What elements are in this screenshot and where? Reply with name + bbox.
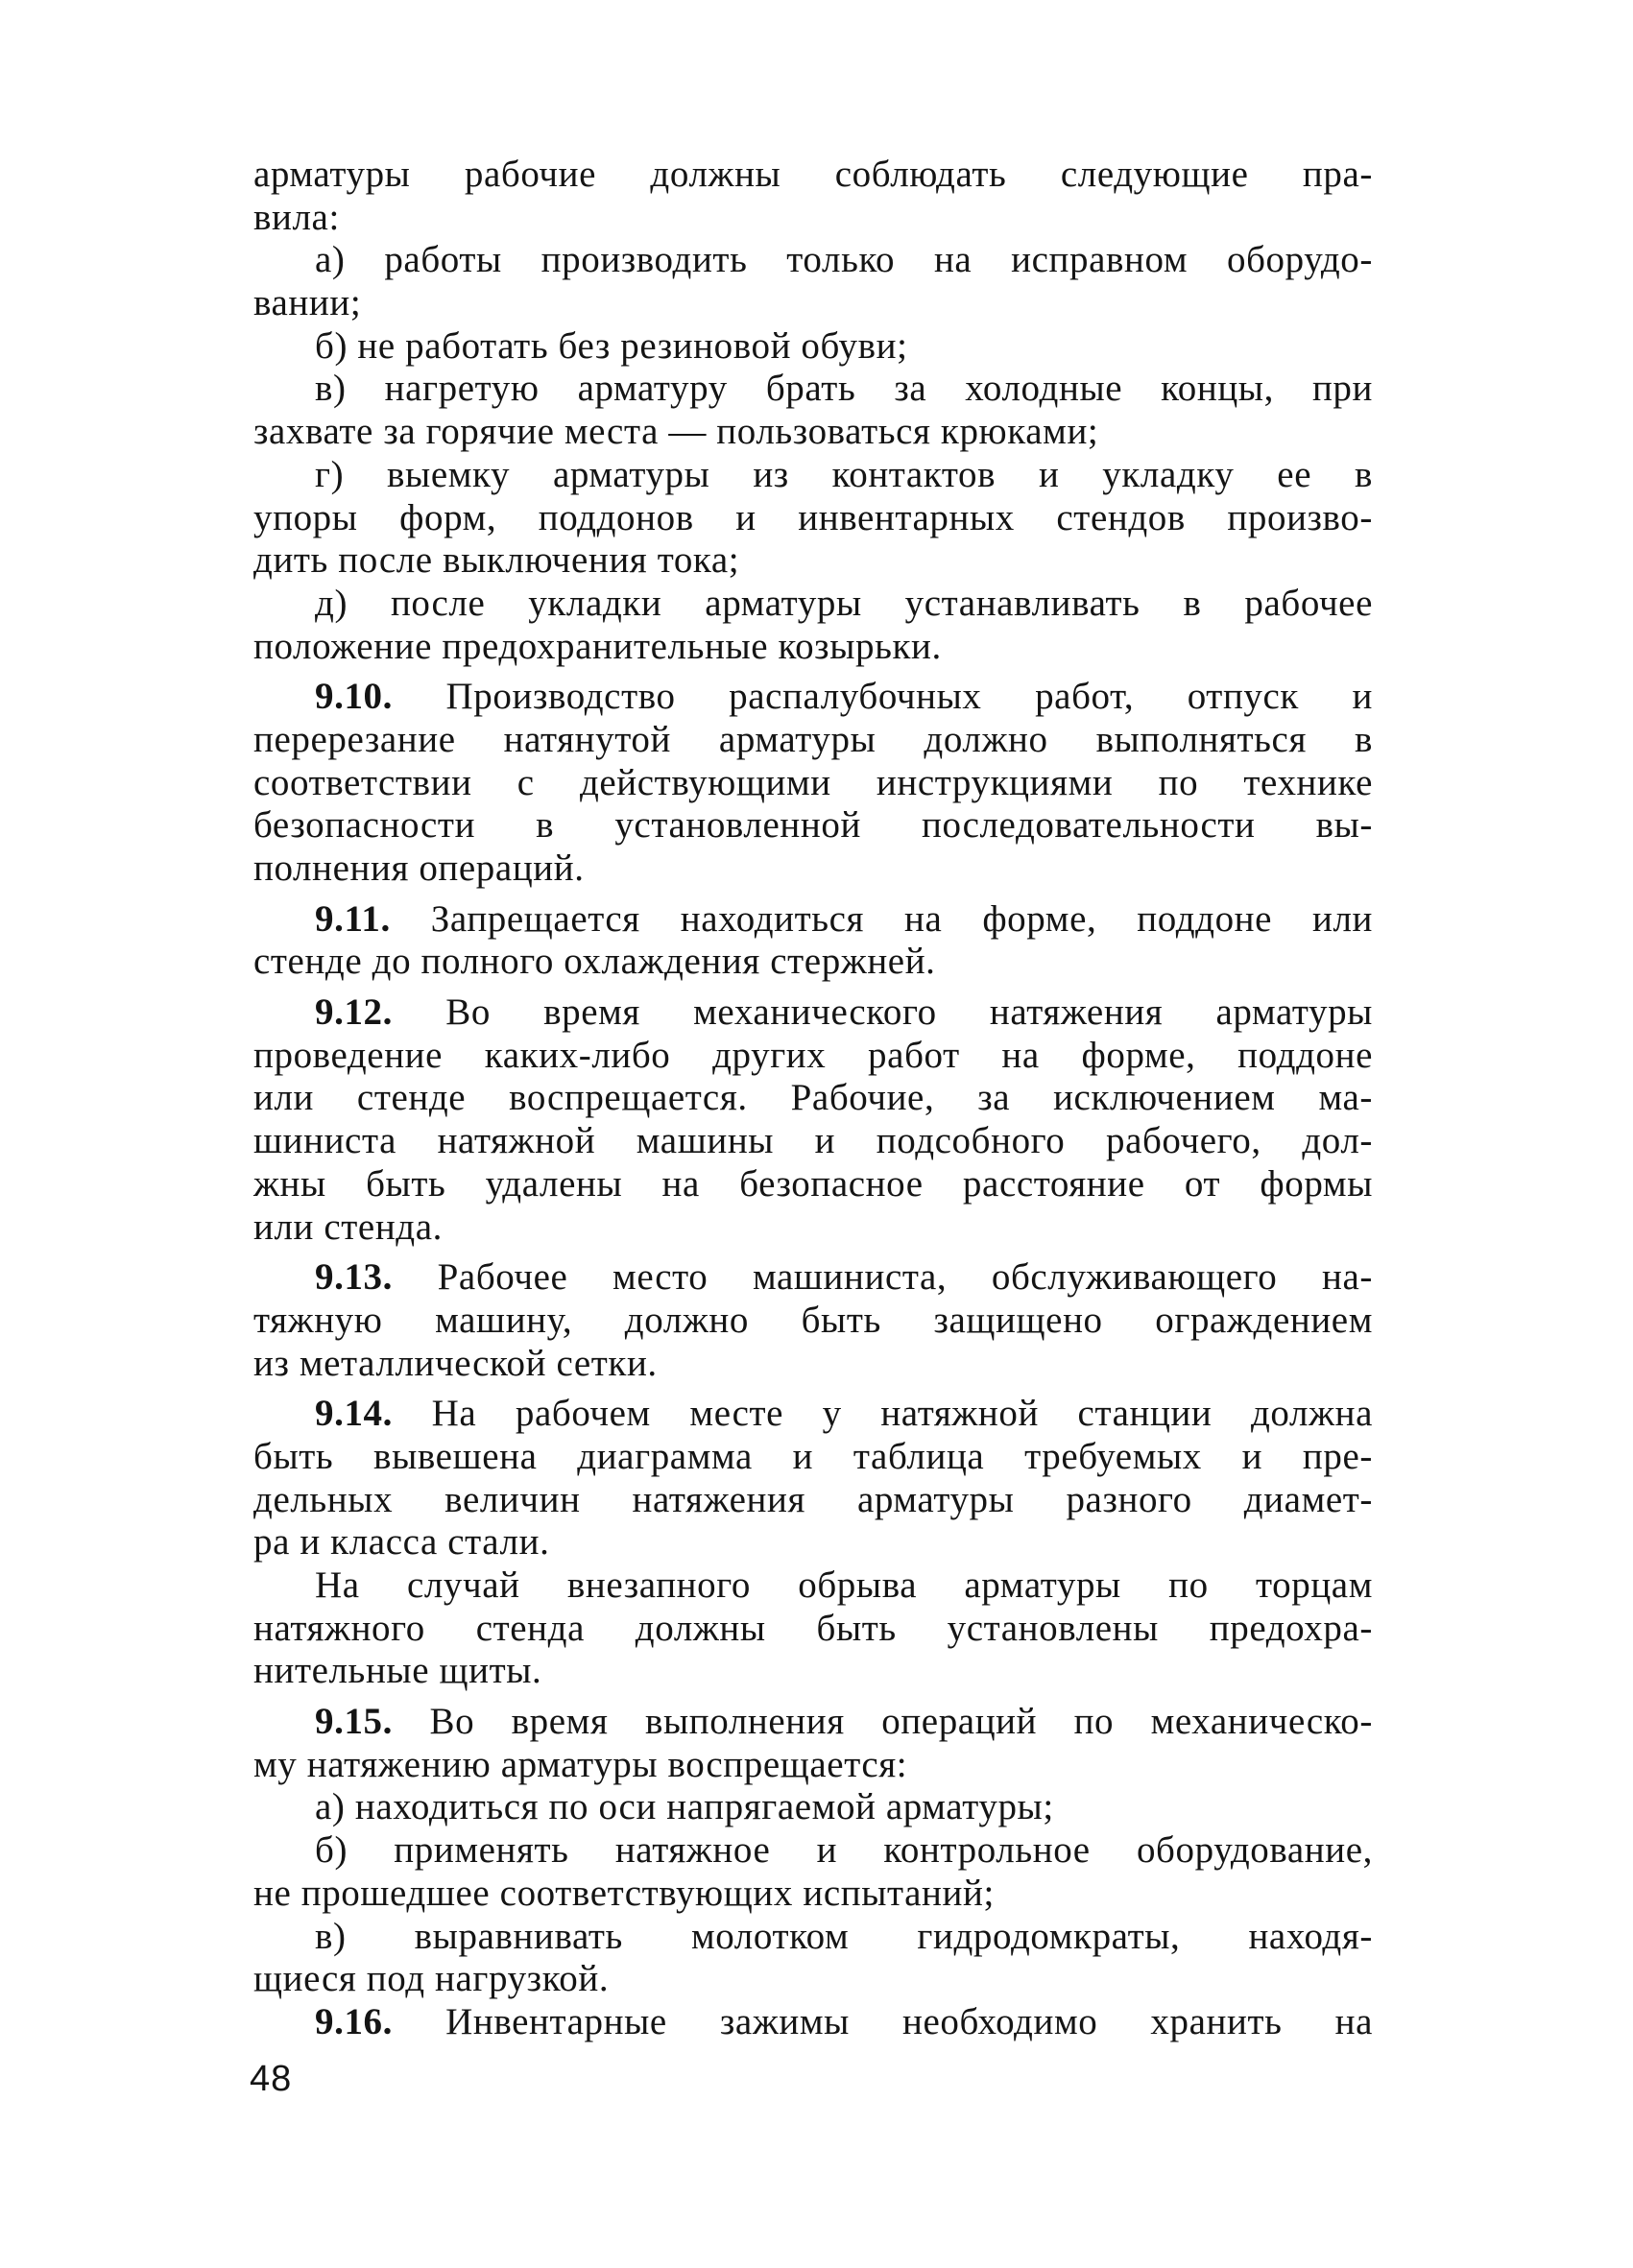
text-line: упоры форм, поддонов и инвентарных стендов произво- xyxy=(253,496,1373,538)
text-line: проведение каких-либо других работ на форме, поддоне xyxy=(253,1034,1373,1076)
page-number: 48 xyxy=(250,2059,293,2099)
text-line: полнения операций. xyxy=(253,848,585,889)
section-number-9-12: 9.12. xyxy=(315,991,393,1034)
paragraph-9-16-first-line xyxy=(253,2001,1373,2044)
text-line: щиеся под нагрузкой. xyxy=(253,1958,610,2000)
text-line: ра и класса стали. xyxy=(253,1521,550,1564)
paragraph-9-13-first-line xyxy=(253,1256,1373,1300)
text-line: му натяжению арматуры воспрещается: xyxy=(253,1743,908,1785)
text-line: не прошедшее соответствующих испытаний; xyxy=(253,1872,995,1914)
section-number-9-15: 9.15. xyxy=(315,1701,393,1743)
text-line: жны быть удалены на безопасное расстояние от формы xyxy=(253,1162,1373,1205)
paragraph-9-15-first-line xyxy=(253,1701,1373,1744)
list-item-d: д) после укладки арматуры устанавливать в рабочее xyxy=(315,582,1373,624)
list-item-a: а) работы производить только на исправном оборудо- xyxy=(315,239,1373,281)
text-line: натяжного стенда должны быть установлены предохра- xyxy=(253,1607,1373,1649)
text-span: Запрещается находиться на форме, поддоне или xyxy=(430,897,1373,940)
section-number-9-11: 9.11. xyxy=(315,897,391,940)
text-line: арматуры рабочие должны соблюдать следующие пра- xyxy=(253,154,1373,195)
paragraph-9-11-first-line xyxy=(253,898,1373,942)
text-span: Во время механического натяжения арматуры xyxy=(445,991,1373,1034)
paragraph-9-10-first-line xyxy=(253,676,1373,719)
paragraph-9-12-first-line xyxy=(253,991,1373,1035)
text-span: На рабочем месте у натяжной станции должна xyxy=(431,1393,1373,1435)
text-line: тяжную машину, должно быть защищено ограждением xyxy=(253,1299,1373,1341)
section-number-9-16: 9.16. xyxy=(315,2000,393,2042)
text-line: быть вывешена диаграмма и таблица требуемых и пре- xyxy=(253,1435,1373,1477)
text-span: Во время выполнения операций по механическо- xyxy=(429,1701,1373,1743)
text-line: положение предохранительные козырьки. xyxy=(253,625,942,667)
text-span: Рабочее место машиниста, обслуживающего на- xyxy=(437,1256,1373,1299)
list-item-a: а) находиться по оси напрягаемой арматуры; xyxy=(315,1786,1054,1828)
text-line: нительные щиты. xyxy=(253,1650,542,1692)
list-item-b: б) применять натяжное и контрольное оборудование, xyxy=(315,1829,1373,1872)
paragraph-first-line: На случай внезапного обрыва арматуры по торцам xyxy=(315,1564,1373,1606)
section-number-9-13: 9.13. xyxy=(315,1256,393,1299)
section-number-9-10: 9.10. xyxy=(315,676,393,718)
list-item-b: б) не работать без резиновой обуви; xyxy=(315,324,908,367)
list-item-v: в) выравнивать молотком гидродомкраты, находя- xyxy=(315,1915,1373,1957)
list-item-g: г) выемку арматуры из контактов и укладку ее в xyxy=(315,453,1373,495)
list-item-v: в) нагретую арматуру брать за холодные концы, при xyxy=(315,368,1373,410)
text-line: дельных величин натяжения арматуры разного диамет- xyxy=(253,1478,1373,1520)
text-span: Производство распалубочных работ, отпуск и xyxy=(445,676,1373,718)
text-line: или стенде воспрещается. Рабочие, за исключением ма- xyxy=(253,1077,1373,1119)
text-span: Инвентарные зажимы необходимо хранить на xyxy=(445,2000,1373,2042)
text-line: безопасности в установленной последовательности вы- xyxy=(253,804,1373,847)
text-line: соответствии с действующими инструкциями по технике xyxy=(253,761,1373,803)
text-line: шиниста натяжной машины и подсобного рабочего, дол- xyxy=(253,1120,1373,1162)
text-line: стенде до полного охлаждения стержней. xyxy=(253,941,936,983)
text-line: вила: xyxy=(253,196,340,238)
text-line: перерезание натянутой арматуры должно выполняться в xyxy=(253,718,1373,760)
document-page xyxy=(253,154,1373,2044)
text-line: захвате за горячие места — пользоваться крюками; xyxy=(253,411,1099,453)
text-line: вании; xyxy=(253,282,362,324)
paragraph-9-14-first-line xyxy=(253,1393,1373,1436)
text-line: из металлической сетки. xyxy=(253,1342,658,1384)
text-line: или стенда. xyxy=(253,1206,443,1248)
text-line: дить после выключения тока; xyxy=(253,539,740,582)
section-number-9-14: 9.14. xyxy=(315,1393,393,1435)
